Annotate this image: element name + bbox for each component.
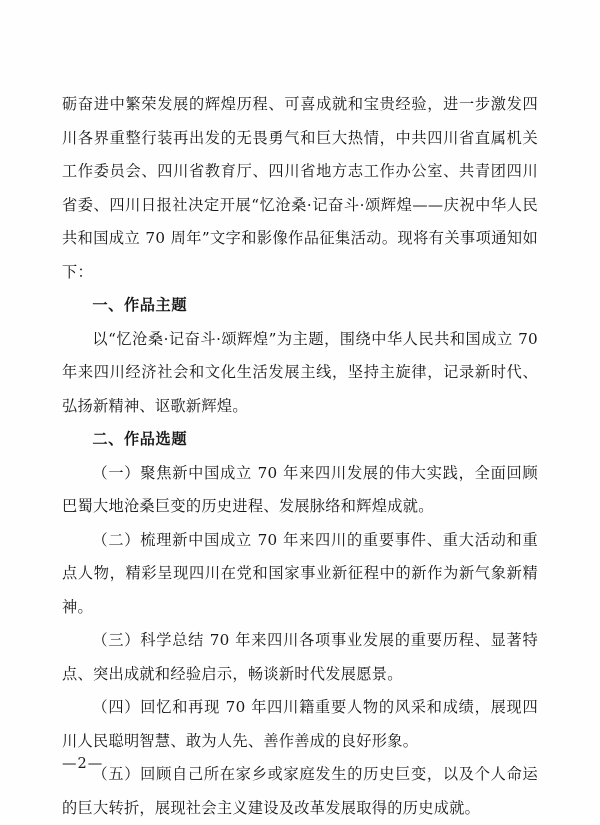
paragraph: 以“忆沧桑·记奋斗·颂辉煌”为主题，围绕中华人民共和国成立 70 年来四川经济社会和文化生活发展主线，坚持主旋律，记录新时代、弘扬新精神、讴歌新辉煌。 (62, 329, 538, 415)
section-heading: 一、作品主题 (92, 296, 188, 314)
paragraph: （五）回顾自己所在家乡或家庭发生的历史巨变，以及个人命运的巨大转折，展现社会主义建设及改革发展取得的历史成就。 (62, 765, 538, 817)
document-body (62, 88, 538, 825)
section-heading: 二、作品选题 (92, 430, 188, 448)
paragraph: （四）回忆和再现 70 年四川籍重要人物的风采和成绩，展现四川人民聪明智慧、敢为人先、善作善成的良好形象。 (62, 698, 538, 750)
paragraph: 砺奋进中繁荣发展的辉煌历程、可喜成就和宝贵经验，进一步激发四川各界重整行装再出发的无畏勇气和巨大热情，中共四川省直属机关工作委员会、四川省教育厅、四川省地方志工作办公室、共青团四川省委、四川日报社决定开展“忆沧桑·记奋斗·颂辉煌——庆祝中华人民共和国成立 70 周年”文字和影像作品征集活动。现将有关事项通知如下： (62, 95, 538, 281)
page-number: —2— (62, 756, 104, 772)
paragraph: （三）科学总结 70 年来四川各项事业发展的重要历程、显著特点、突出成就和经验启示，畅谈新时代发展愿景。 (62, 631, 538, 683)
paragraph: （二）梳理新中国成立 70 年来四川的重要事件、重大活动和重点人物，精彩呈现四川在党和国家事业新征程中的新作为新气象新精神。 (62, 530, 538, 616)
paragraph: （一）聚焦新中国成立 70 年来四川发展的伟大实践，全面回顾巴蜀大地沧桑巨变的历史进程、发展脉络和辉煌成就。 (62, 463, 538, 515)
